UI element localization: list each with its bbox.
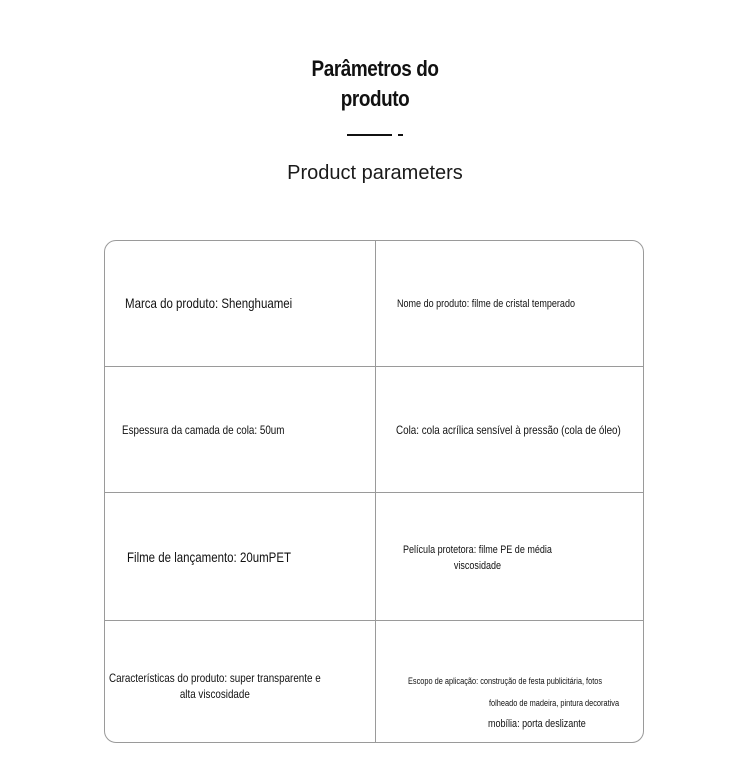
param-features-line-2: alta viscosidade <box>179 687 250 701</box>
table-row-divider <box>105 620 643 621</box>
title-divider <box>347 134 392 136</box>
param-protective-film <box>403 543 552 573</box>
page-title <box>53 54 698 114</box>
param-glue-thickness: Espessura da camada de cola: 50um <box>122 423 285 437</box>
param-release-film: Filme de lançamento: 20umPET <box>127 549 291 565</box>
page-title-line-2: produto <box>340 86 410 111</box>
param-brand: Marca do produto: Shenghuamei <box>125 295 293 311</box>
table-row-divider <box>105 492 643 493</box>
param-scope-line-3: mobília: porta deslizante <box>488 718 586 730</box>
title-divider-dot <box>398 134 403 136</box>
param-protective-film-line-2: viscosidade <box>453 560 502 572</box>
table-row-divider <box>105 366 643 367</box>
param-glue: Cola: cola acrílica sensível à pressão (cola de óleo) <box>396 423 621 437</box>
param-features <box>109 670 321 702</box>
param-scope-line-2: folheado de madeira, pintura decorativa <box>489 698 620 708</box>
parameters-table <box>104 240 644 743</box>
page-title-line-1: Parâmetros do <box>311 56 439 81</box>
param-product-name: Nome do produto: filme de cristal temperado <box>397 298 575 310</box>
param-scope-line-1: Escopo de aplicação: construção de festa publicitária, fotos <box>408 676 603 686</box>
param-protective-film-line-1: Película protetora: filme PE de média <box>403 544 552 556</box>
param-features-line-1: Características do produto: super transparente e <box>109 671 321 685</box>
page-subtitle: Product parameters <box>287 162 463 184</box>
